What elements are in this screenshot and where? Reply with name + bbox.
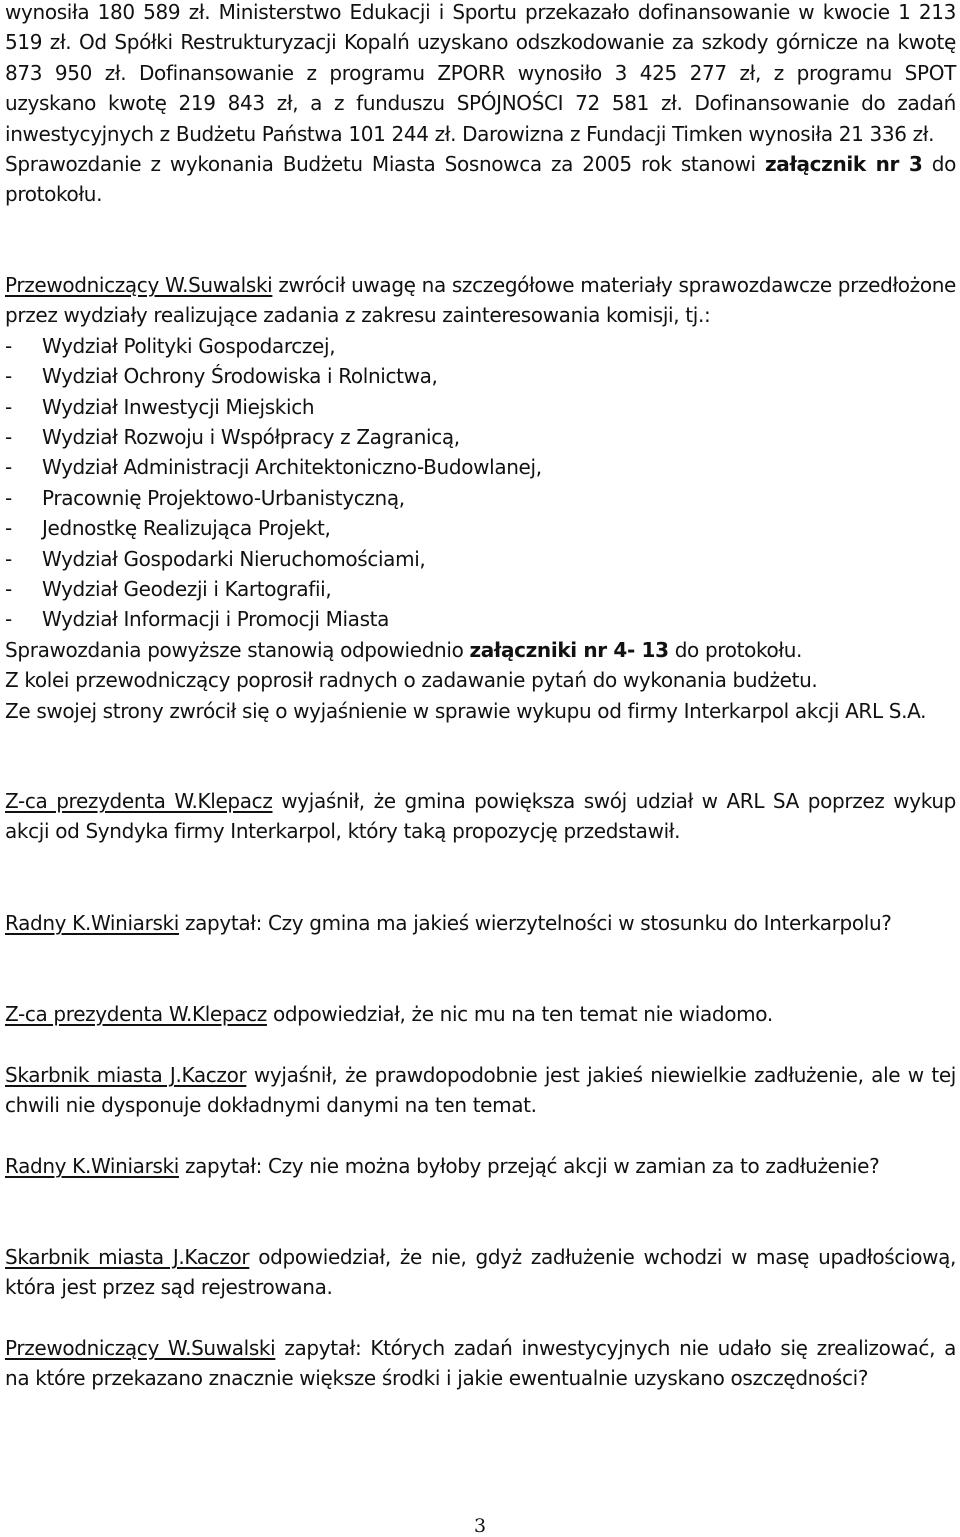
report-attachment: załącznik nr 3 xyxy=(765,152,923,177)
dialogue-text: wyjaśnił, że prawdopodobnie jest jakieś niewielkie zadłużenie, ale w tej chwili nie dysponuje dokładnymi danymi na ten temat. xyxy=(5,1063,956,1118)
speaker-name: Radny K.Winiarski xyxy=(5,1154,179,1178)
attachments-end: do protokołu. xyxy=(674,637,803,662)
attachments-line xyxy=(5,635,956,665)
questions-invite-line: Z kolei przewodniczący poprosił radnych o zadawanie pytań do wykonania budżetu. xyxy=(5,668,818,693)
dialogue-text: odpowiedział, że nic mu na ten temat nie wiadomo. xyxy=(272,1002,773,1026)
dialogue-text: wyjaśnił, że gmina powiększa swój udział w ARL SA poprzez wykup akcji od Syndyka firmy Interkarpol, który taką propozycję przedstawił. xyxy=(5,789,957,844)
dialogue-entry xyxy=(5,1333,956,1394)
chair-note-text: zwrócił uwagę na szczegółowe materiały sprawozdawcze przedłożone przez wydziały realizujące zadania z zakresu zainteresowania komisji, tj.: xyxy=(5,273,956,328)
attachments-text: Sprawozdania powyższe stanowią odpowiednio xyxy=(5,637,464,662)
list-item: - Pracownię Projektowo-Urbanistyczną, xyxy=(5,483,956,513)
speaker-name: Radny K.Winiarski xyxy=(5,911,179,935)
list-item: - Wydział Informacji i Promocji Miasta xyxy=(5,604,956,634)
intro-text: wynosiła 180 589 zł. Ministerstwo Edukacji i Sportu przekazało dofinansowanie w kwocie 1 213 519 zł. Od Spółki Restrukturyzacji Kopalń uzyskano odszkodowanie za szkody górnicze na kwotę 873 950 zł. Dofinansowanie z programu ZPORR wynosiło 3 425 277 zł, z programu SPOT uzyskano kwotę 219 843 zł, a z funduszu SPÓJNOŚCI 72 581 zł. Dofinansowanie do zadań inwestycyjnych z Budżetu Państwa 101 244 zł. Darowizna z Fundacji Timken wynosiła 21 336 zł. xyxy=(5,0,956,146)
list-item: - Wydział Administracji Architektoniczno-Budowlanej, xyxy=(5,452,956,482)
departments-list xyxy=(5,331,956,635)
chair-note-section xyxy=(5,270,956,726)
dialogue-text: zapytał: Czy gmina ma jakieś wierzytelności w stosunku do Interkarpolu? xyxy=(184,911,892,935)
interkarpol-request-line: Ze swojej strony zwrócił się o wyjaśnienie w sprawie wykupu od firmy Interkarpol akcji ARL S.A. xyxy=(5,698,927,723)
intro-paragraph xyxy=(5,0,956,210)
speaker-name: Skarbnik miasta J.Kaczor xyxy=(5,1063,247,1087)
dialogue-entry xyxy=(5,786,956,847)
dialogue-entry xyxy=(5,1151,956,1181)
speaker-name: Przewodniczący W.Suwalski xyxy=(5,273,273,297)
list-item: - Wydział Polityki Gospodarczej, xyxy=(5,331,956,361)
list-item: - Wydział Rozwoju i Współpracy z Zagranicą, xyxy=(5,422,956,452)
speaker-name: Z-ca prezydenta W.Klepacz xyxy=(5,1002,267,1026)
dialogue-text: odpowiedział, że nie, gdyż zadłużenie wchodzi w masę upadłościową, która jest przez sąd rejestrowana. xyxy=(5,1245,957,1300)
list-item: - Wydział Inwestycji Miejskich xyxy=(5,392,956,422)
attachments-bold: załączniki nr 4- 13 xyxy=(469,637,669,662)
dialogue-entry xyxy=(5,1242,956,1303)
speaker-name: Przewodniczący W.Suwalski xyxy=(5,1336,276,1360)
report-end: do protokołu. xyxy=(5,152,956,207)
dialogue-entry xyxy=(5,999,956,1029)
speaker-name: Skarbnik miasta J.Kaczor xyxy=(5,1245,250,1269)
dialogue-entry xyxy=(5,1060,956,1121)
list-item: - Wydział Gospodarki Nieruchomościami, xyxy=(5,544,956,574)
chair-note-paragraph xyxy=(5,270,956,331)
dialogue-text: zapytał: Czy nie można byłoby przejąć akcji w zamian za to zadłużenie? xyxy=(184,1154,880,1178)
dialogue-text: zapytał: Których zadań inwestycyjnych nie udało się zrealizować, a na które przekazano znacznie większe środki i jakie ewentualnie uzyskano oszczędności? xyxy=(5,1336,956,1391)
speaker-name: Z-ca prezydenta W.Klepacz xyxy=(5,789,273,813)
list-item: - Wydział Ochrony Środowiska i Rolnictwa, xyxy=(5,361,956,391)
report-text: Sprawozdanie z wykonania Budżetu Miasta Sosnowca za 2005 rok stanowi xyxy=(5,152,756,177)
list-item: - Jednostkę Realizująca Projekt, xyxy=(5,513,956,543)
dialogue-entry xyxy=(5,908,956,938)
page-number: 3 xyxy=(473,1515,487,1537)
list-item: - Wydział Geodezji i Kartografii, xyxy=(5,574,956,604)
